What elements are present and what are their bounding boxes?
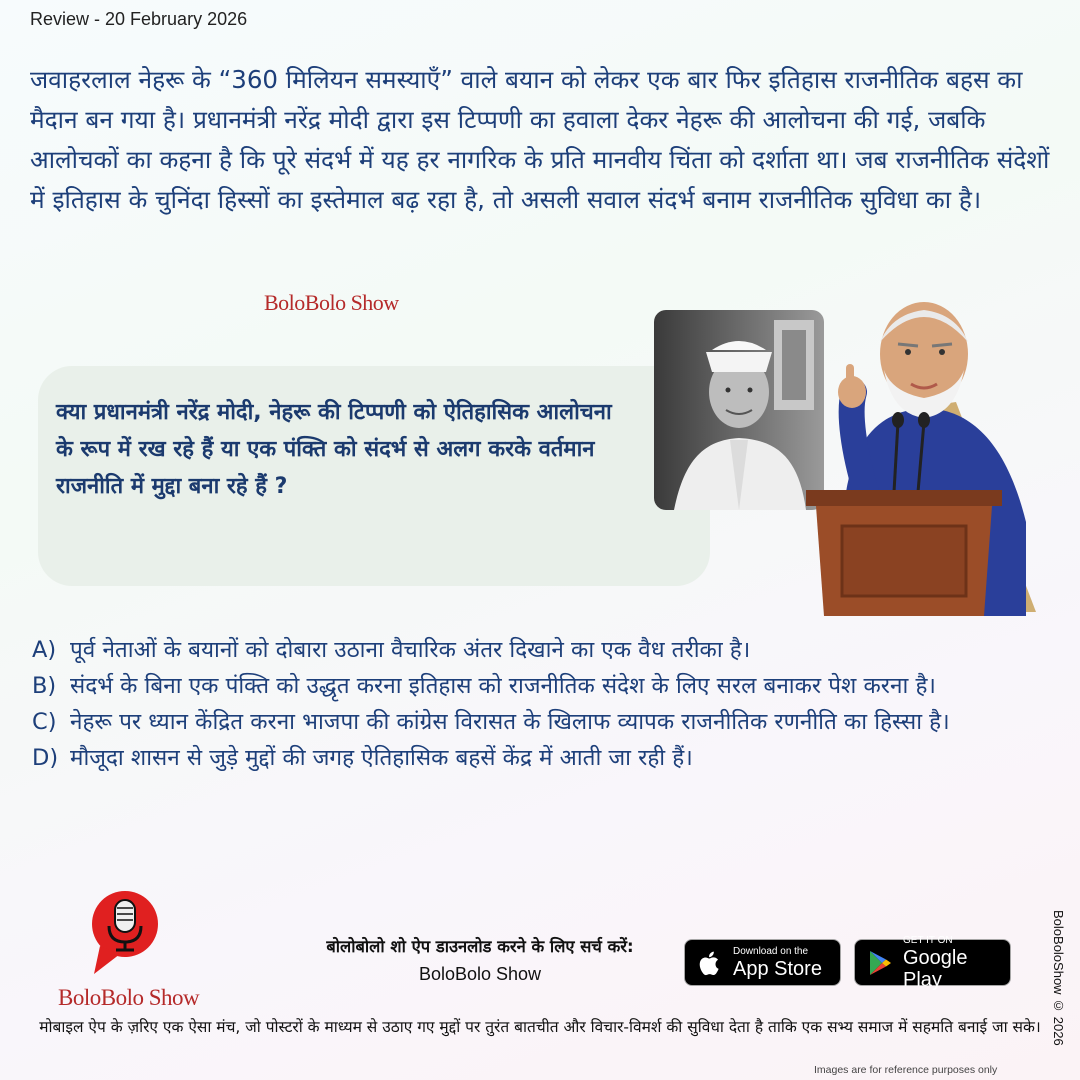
option-c[interactable] bbox=[32, 704, 1052, 740]
option-letter: B) bbox=[32, 673, 57, 699]
nehru-photo bbox=[654, 310, 824, 510]
google-play-big-text: Google Play bbox=[903, 946, 968, 991]
option-text: संदर्भ के बिना एक पंक्ति को उद्धृत करना इतिहास को राजनीतिक संदेश के लिए सरल बनाकर पेश करना है। bbox=[70, 673, 936, 699]
search-term: BoloBolo Show bbox=[418, 964, 542, 984]
option-text: पूर्व नेताओं के बयानों को दोबारा उठाना वैचारिक अंतर दिखाने का एक वैध तरीका है। bbox=[70, 637, 751, 663]
option-text: मौजूदा शासन से जुड़े मुद्दों की जगह ऐतिहासिक बहसें केंद्र में आती जा रही हैं। bbox=[70, 745, 693, 771]
apple-icon bbox=[695, 948, 725, 978]
option-letter: D) bbox=[32, 745, 59, 771]
option-letter: C) bbox=[32, 709, 57, 735]
search-prompt: बोलोबोलो शो ऐप डाउनलोड करने के लिए सर्च करें: bbox=[326, 937, 634, 956]
copyright-vertical: BoloBoloShow © 2026 bbox=[1051, 910, 1066, 1046]
google-play-icon bbox=[865, 948, 895, 978]
option-letter: A) bbox=[32, 637, 57, 663]
modi-podium-photo bbox=[806, 292, 1042, 616]
app-store-small-text: Download on the bbox=[733, 945, 809, 957]
option-b[interactable] bbox=[32, 668, 1052, 704]
option-text: नेहरू पर ध्यान केंद्रित करना भाजपा की कांग्रेस विरासत के खिलाफ व्यापक राजनीतिक रणनीति का हिस्सा है। bbox=[70, 709, 950, 735]
google-play-small-text: GET IT ON bbox=[903, 934, 953, 946]
intro-paragraph: जवाहरलाल नेहरू के “360 मिलियन समस्याएँ” वाले बयान को लेकर एक बार फिर इतिहास राजनीतिक बहस का मैदान बन गया है। प्रधानमंत्री नरेंद्र मोदी द्वारा इस टिप्पणी का हवाला देकर नेहरू की आलोचना की गई, जबकि आलोचकों का कहना है कि पूरे संदर्भ में यह हर नागरिक के प्रति मानवीय चिंता को दर्शाता था। जब राजनीतिक संदेशों में इतिहास के चुनिंदा हिस्सों का इस्तेमाल बढ़ रहा है, तो असली सवाल संदर्भ बनाम राजनीतिक सुविधा का है। bbox=[30, 65, 1050, 214]
microphone-speech-bubble-icon bbox=[90, 888, 160, 980]
option-a[interactable] bbox=[32, 632, 1052, 668]
option-d[interactable] bbox=[32, 740, 1052, 776]
options-list bbox=[32, 632, 1052, 776]
app-store-big-text: App Store bbox=[733, 957, 822, 980]
question-text: क्या प्रधानमंत्री नरेंद्र मोदी, नेहरू की टिप्पणी को ऐतिहासिक आलोचना के रूप में रख रहे हैं या एक पंक्ति को संदर्भ से अलग करके वर्तमान राजनीति में मुद्दा बना रहे हैं ? bbox=[56, 400, 612, 499]
app-store-button[interactable] bbox=[684, 939, 841, 986]
footer-description: मोबाइल ऐप के ज़रिए एक ऐसा मंच, जो पोस्टरों के माध्यम से उठाए गए मुद्दों पर तुरंत बातचीत और विचार-विमर्श की सुविधा देता है ताकि एक सभ्य समाज में सहमति बनाई जा सके। bbox=[39, 1018, 1041, 1036]
logo-brand: BoloBolo Show bbox=[58, 985, 200, 1010]
brand-watermark: BoloBolo Show bbox=[264, 290, 399, 315]
google-play-button[interactable] bbox=[854, 934, 1011, 991]
review-date: Review - 20 February 2026 bbox=[30, 9, 248, 29]
disclaimer: Images are for reference purposes only bbox=[814, 1064, 998, 1076]
